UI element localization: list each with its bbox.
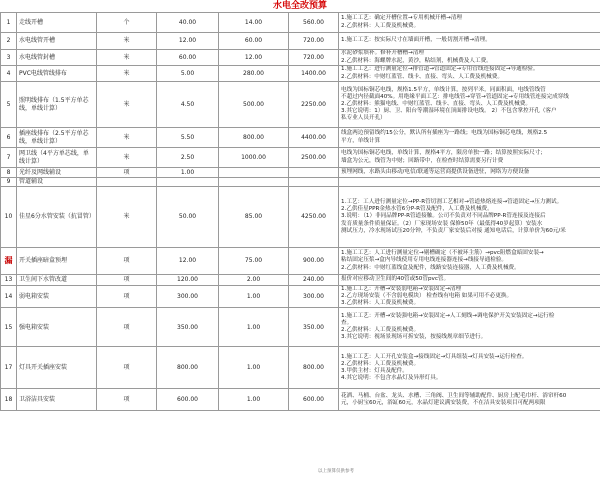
description-line: 平方，单线计算: [341, 137, 381, 144]
cell-no: 2: [1, 33, 17, 50]
cell-description: [339, 187, 600, 248]
cell-no: 6: [1, 128, 17, 148]
description-line: 1.施工工艺：进行测量定位→排管道→管道固定→专用管线连接固定→导通检验。: [341, 66, 539, 73]
cell-description: [339, 308, 600, 347]
cell-qty: 4.50: [157, 82, 219, 128]
cell-unit: 项: [97, 168, 157, 178]
description-line: 粘结固定压浆→盒内导线使用专用电线连接器连接→线接导通检验。: [341, 257, 507, 264]
cell-qty: 60.00: [157, 50, 219, 66]
cell-qty: 50.00: [157, 187, 219, 248]
cell-price: 12.00: [219, 50, 289, 66]
description-line: 元，小厨宝60元，浴缸60元，水晶灯建议满安装费，不在洁具安装项目可配两项限: [341, 399, 546, 406]
cell-price: 85.00: [219, 187, 289, 248]
description-line: 2.乙供材料：海螺牌水泥，黄沙，粘结剂，机械费及人工费。: [341, 57, 492, 64]
cell-price: 2.00: [219, 275, 289, 286]
cell-name: 管道辅设: [17, 178, 97, 187]
cell-total: 720.00: [289, 33, 339, 50]
cell-qty: [157, 178, 219, 187]
cell-unit: 项: [97, 347, 157, 389]
description-line: 发育质量条件质量保证。（2）厂家现场安装 保修50年（最低得40岁起算）安装水: [341, 220, 543, 227]
footer-note: 以上预算仅供参考: [318, 469, 354, 474]
table-row: [1, 13, 600, 33]
cell-description: [339, 248, 600, 275]
cell-total: [289, 178, 339, 187]
description-line: 私专业人员开孔）: [341, 115, 386, 122]
cell-no: 3: [1, 50, 17, 66]
cell-qty: 12.00: [157, 33, 219, 50]
cell-total: 4250.00: [289, 187, 339, 248]
cell-qty: 350.00: [157, 308, 219, 347]
description-line: 1.施工工艺：人工进行测量定位→剔槽确定（不被环主筋）→pvc阻燃盒暗固安装→: [341, 250, 544, 257]
cell-total: 300.00: [289, 286, 339, 308]
cell-no: 15: [1, 308, 17, 347]
cell-price: [219, 178, 289, 187]
cell-description: [339, 13, 600, 33]
cell-qty: 1.00: [157, 168, 219, 178]
description-line: 2.乙方现场安装（不含弱电模块） 检查线有电箱 如果可用不必更换。: [341, 293, 513, 300]
table-row: [1, 33, 600, 50]
cell-name: 水电线管封槽: [17, 50, 97, 66]
cell-no: 7: [1, 148, 17, 168]
table-row: [1, 347, 600, 389]
description-line: 电线为国标铜芯电线，单线计算，规格4平方，限房单独一路；结算按照实际尺寸；: [341, 150, 546, 157]
cell-name: 卫生间下水管改道: [17, 275, 97, 286]
description-line: 4.其它说明：不包含水晶灯及异形灯具。: [341, 374, 442, 381]
table-row: [1, 275, 600, 286]
table-row: [1, 50, 600, 66]
cell-qty: 12.00: [157, 248, 219, 275]
cell-total: 350.00: [289, 308, 339, 347]
description-line: 3.乙供材料：人工费及机械费。: [341, 300, 420, 307]
table-row: [1, 308, 600, 347]
cell-description: [339, 128, 600, 148]
budget-table: [0, 12, 600, 411]
description-line: 2.乙供材料：人工费及机械费。: [341, 327, 420, 334]
cell-price: 280.00: [219, 66, 289, 82]
table-row: [1, 248, 600, 275]
description-line: 2.乙供材料：熊猫电线、中财红蓝管、线卡、直接、弯头、人工费及机械费。: [341, 100, 531, 107]
cell-qty: 5.00: [157, 66, 219, 82]
description-line: 2.乙供材料：中财红蓝线盒及配件，线路安装连接器，人工费及机械费。: [341, 264, 520, 271]
cell-unit: 米: [97, 187, 157, 248]
cell-name: 开关插座暗盒预埋: [17, 248, 97, 275]
cell-no: 18: [1, 389, 17, 411]
description-line: 2.乙供材料：中财红蓝管、线卡、直接、弯头、人工费及机械费。: [341, 73, 503, 80]
table-row: [1, 187, 600, 248]
table-row: [1, 178, 600, 187]
cell-unit: 米: [97, 148, 157, 168]
cell-qty: 120.00: [157, 275, 219, 286]
cell-unit: 项: [97, 275, 157, 286]
cell-no: 5: [1, 82, 17, 128]
cell-unit: 项: [97, 389, 157, 411]
cell-no: 8: [1, 168, 17, 178]
cell-unit: 米: [97, 66, 157, 82]
cell-price: 1.00: [219, 347, 289, 389]
cell-no: 9: [1, 178, 17, 187]
cell-description: [339, 275, 600, 286]
cell-name: 插座线排布（2.5平方单芯线，单线计算）: [17, 128, 97, 148]
description-line: 花洒、马桶、台盆、龙头、水槽、三角阀、卫生间等辅助配件、厨房上配毛巾杆、浴帘杆60: [341, 392, 567, 399]
cell-qty: 40.00: [157, 13, 219, 33]
cell-description: [339, 33, 600, 50]
table-row: [1, 389, 600, 411]
cell-total: 600.00: [289, 389, 339, 411]
description-line: 线盒两边预留线约15公分，默认所有插座为一路线；电线为国标铜芯电线，规格2.5: [341, 130, 548, 137]
cell-description: [339, 82, 600, 128]
cell-unit: 个: [97, 13, 157, 33]
cell-total: 720.00: [289, 50, 339, 66]
cell-description: [339, 50, 600, 66]
cell-total: 240.00: [289, 275, 339, 286]
description-line: 测试压力，冷水现场试压20分钟，不负责厂家安装后对接 通知电话后，计算单价为60元/米: [341, 227, 566, 234]
cell-total: 2250.00: [289, 82, 339, 128]
cell-price: 800.00: [219, 128, 289, 148]
description-line: 1.工艺：工人进行测量定位→PP-R管切割工艺相对→管道热熔连接→管道固定→压力测试。: [341, 199, 563, 206]
cell-description: [339, 286, 600, 308]
cell-price: 60.00: [219, 33, 289, 50]
description-line: 报价对应移动卫生间的40管或50管pvc管。: [341, 276, 450, 283]
table-row: [1, 148, 600, 168]
table-row: [1, 128, 600, 148]
cell-description: [339, 389, 600, 411]
cell-name: 走线开槽: [17, 13, 97, 33]
description-line: 电线为国标铜芯电线，规格1.5平方，单线计算，按列平米，同面积面，电线管线管: [341, 86, 546, 93]
cell-qty: 2.50: [157, 148, 219, 168]
cell-price: 1.00: [219, 308, 289, 347]
description-line: 2.乙供佳星PPR金热水管6分P-R管及配件，人工费及机械费。: [341, 206, 493, 213]
cell-price: 14.00: [219, 13, 289, 33]
cell-no: 4: [1, 66, 17, 82]
cell-name: 卫浴洁具安装: [17, 389, 97, 411]
description-line: 1.施工工艺：按实际尺寸在墙面开槽，一般切割开槽→清理。: [341, 37, 491, 44]
cell-no: 17: [1, 347, 17, 389]
cell-unit: 米: [97, 128, 157, 148]
description-line: 查。: [341, 320, 353, 327]
description-line: 3.其它说明：1）厨、卫、阳台等潮湿环境在顶面排设电线。 2）不包含掌控开孔（客户: [341, 108, 557, 115]
description-line: 1.施工工艺：人工开孔安装盒→接线固定→灯具组装→灯具安装→运行检查。: [341, 353, 528, 360]
omission-mark: 漏: [4, 255, 13, 265]
description-line: 预埋网线，水路头由移动/电信/联通等运营商提供设备进驻，网络为方便设备: [341, 168, 530, 175]
cell-total: 4400.00: [289, 128, 339, 148]
cell-name: 灯具开关插座安装: [17, 347, 97, 389]
description-line: 3.说明：（1）非同品牌PP-R管道接触。公司不负责对不同品牌PP-R管连接及连接后: [341, 213, 546, 220]
cell-qty: 300.00: [157, 286, 219, 308]
cell-unit: 项: [97, 308, 157, 347]
cell-price: 1000.00: [219, 148, 289, 168]
cell-no: 1: [1, 13, 17, 33]
table-row: [1, 66, 600, 82]
cell-price: 500.00: [219, 82, 289, 128]
description-line: 水泥砂浆填补。修补开槽槽→清理: [341, 50, 424, 57]
description-line: 3.其它说明：视场景现场可拆安装，按接线规章细节进行。: [341, 334, 487, 341]
cell-name: 照明线排布（1.5平方单芯线，单线计算）: [17, 82, 97, 128]
table-row: [1, 286, 600, 308]
description-line: 3.甲供主材：灯具及配件。: [341, 367, 408, 374]
description-line: 1.施工工艺：开槽→安装弱电箱→安装固定→清理: [341, 286, 462, 292]
cell-name: 水电线管开槽: [17, 33, 97, 50]
cell-total: 2500.00: [289, 148, 339, 168]
description-line: 2.乙供材料：人工费及机械费。: [341, 22, 420, 29]
cell-name: 网卫线（4平方单芯线，单线计算）: [17, 148, 97, 168]
cell-total: 800.00: [289, 347, 339, 389]
cell-unit: 米: [97, 50, 157, 66]
description-line: 1.施工工艺：确定开槽位置→专用机械开槽→清理: [341, 15, 462, 22]
description-line: 2.乙供材料：人工费及机械费。: [341, 360, 420, 367]
cell-description: [339, 178, 600, 187]
description-line: 1.施工工艺：开槽→安装强电箱→安装固定→人工刻线→调电保护开关安装固定→运行检: [341, 313, 555, 320]
cell-no: 14: [1, 286, 17, 308]
cell-name: 强电箱安装: [17, 308, 97, 347]
cell-no: 13: [1, 275, 17, 286]
cell-no: 10: [1, 187, 17, 248]
cell-total: 560.00: [289, 13, 339, 33]
cell-qty: 800.00: [157, 347, 219, 389]
cell-total: 900.00: [289, 248, 339, 275]
cell-description: [339, 66, 600, 82]
description-line: 墙盒为公元，线管为中财；回路带中，在检查时结算需要另行计费: [341, 157, 504, 164]
cell-description: [339, 148, 600, 168]
cell-description: [339, 168, 600, 178]
table-row: [1, 82, 600, 128]
cell-unit: 项: [97, 286, 157, 308]
cell-total: 1400.00: [289, 66, 339, 82]
cell-price: [219, 168, 289, 178]
cell-qty: 600.00: [157, 389, 219, 411]
cell-description: [339, 347, 600, 389]
cell-unit: 米: [97, 33, 157, 50]
cell-total: [289, 168, 339, 178]
cell-name: 弱电箱安装: [17, 286, 97, 308]
sheet-title: 水电全改预算: [272, 1, 327, 11]
cell-no: [1, 248, 17, 275]
cell-unit: [97, 178, 157, 187]
cell-name: PVC电线管线排布: [17, 66, 97, 82]
cell-name: 光纤及网线辅设: [17, 168, 97, 178]
description-line: 不超过内径截面40%。用绝缘平面工艺：排电线管→穿管→管道固定→专用线管连接完成穿线: [341, 93, 569, 100]
cell-name: 佳星6分水管安装（抗冒管）: [17, 187, 97, 248]
cell-price: 1.00: [219, 286, 289, 308]
cell-unit: 米: [97, 82, 157, 128]
cell-unit: 项: [97, 248, 157, 275]
cell-price: 1.00: [219, 389, 289, 411]
table-row: [1, 168, 600, 178]
cell-price: 75.00: [219, 248, 289, 275]
cell-qty: 5.50: [157, 128, 219, 148]
